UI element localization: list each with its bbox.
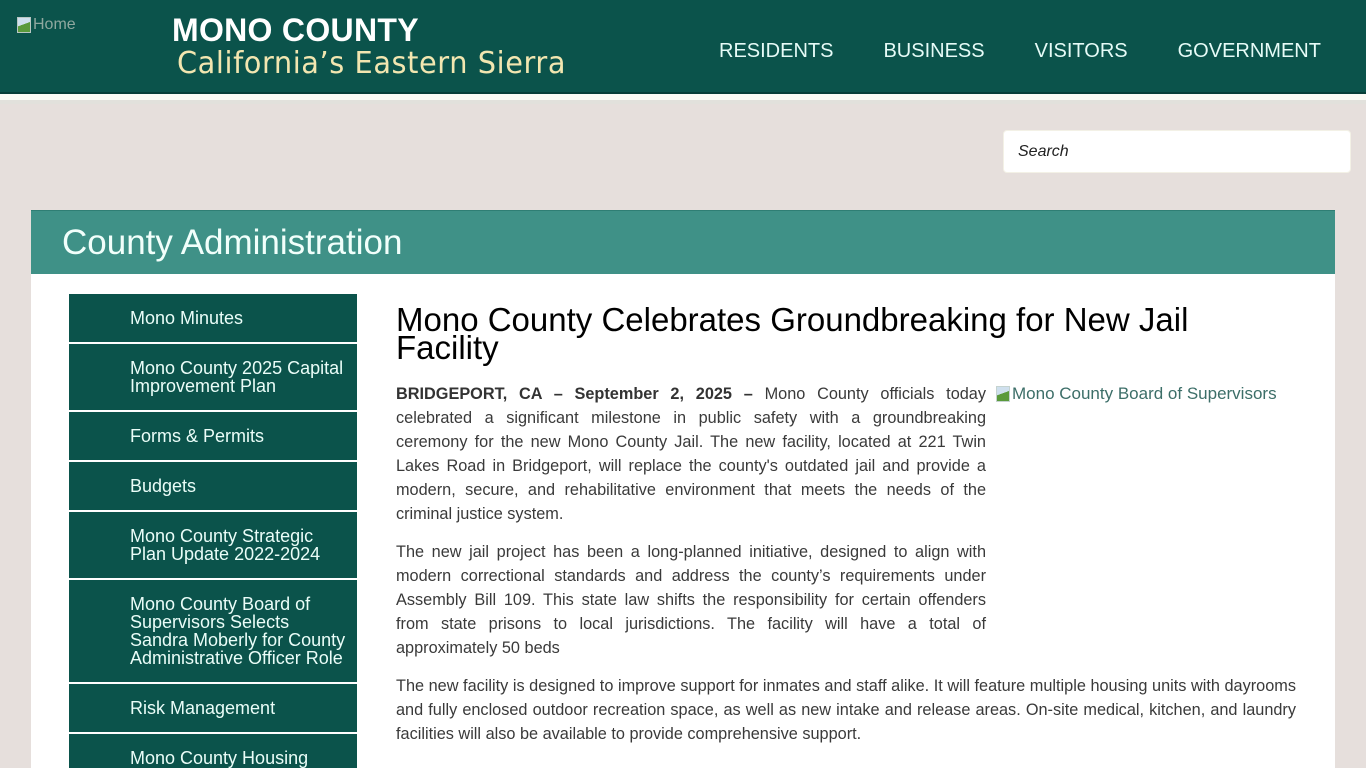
sidebar-item-label: Mono Minutes bbox=[130, 308, 244, 328]
nav-residents[interactable]: RESIDENTS bbox=[719, 40, 834, 62]
search-input[interactable] bbox=[1003, 130, 1351, 173]
home-logo-link[interactable] bbox=[17, 15, 137, 35]
sidebar-item-label: Risk Management bbox=[130, 698, 276, 718]
page-title: County Administration bbox=[62, 223, 403, 262]
sidebar-item-label: Forms & Permits bbox=[130, 426, 265, 446]
sidebar-item-housing[interactable] bbox=[69, 734, 357, 768]
paragraph-text: Mono County officials today celebrated a significant milestone in public safety with a groundbreaking ceremony for the new Mono County Jail. The new facility, located at 221 Twin Lakes Road in Bridgeport, will replace the county's outdated jail and provide a modern, secure, and rehabilitative environment that meets the needs of the criminal justice system. bbox=[396, 385, 986, 523]
sidebar-item-label: Mono County Housing bbox=[130, 748, 309, 768]
nav-business[interactable]: BUSINESS bbox=[883, 40, 985, 62]
header-divider-shadow bbox=[0, 100, 1366, 104]
sidebar-item-label: Mono County Strategic Plan Update 2022-2024 bbox=[130, 526, 321, 564]
site-header bbox=[0, 0, 1366, 94]
main-nav bbox=[719, 40, 1321, 63]
home-alt-text: Home bbox=[33, 16, 76, 33]
article-paragraph-3: The new facility is designed to improve support for inmates and staff alike. It will feature multiple housing units with dayrooms and fully enclosed outdoor recreation space, as well as new intake and release areas. On-site medical, kitchen, and laundry facilities will also be available to provide comprehensive support. bbox=[396, 677, 1296, 743]
nav-visitors[interactable]: VISITORS bbox=[1034, 40, 1128, 62]
site-subtitle: California’s Eastern Sierra bbox=[177, 46, 567, 81]
nav-government[interactable]: GOVERNMENT bbox=[1177, 40, 1321, 62]
image-alt-text: Mono County Board of Supervisors bbox=[1012, 384, 1277, 403]
board-of-supervisors-image bbox=[996, 382, 1296, 406]
sidebar-item-label: Mono County 2025 Capital Improvement Plan bbox=[130, 358, 344, 396]
sidebar-item-strategic-plan[interactable] bbox=[69, 512, 357, 578]
sidebar-nav bbox=[69, 294, 357, 768]
article-dateline: BRIDGEPORT, CA – September 2, 2025 – bbox=[396, 385, 753, 403]
sidebar-item-mono-minutes[interactable] bbox=[69, 294, 357, 342]
sidebar-item-cao-selection[interactable] bbox=[69, 580, 357, 682]
article-paragraph-1 bbox=[396, 382, 986, 526]
sidebar-item-risk-management[interactable] bbox=[69, 684, 357, 732]
news-article bbox=[396, 301, 1296, 760]
sidebar-item-budgets[interactable] bbox=[69, 462, 357, 510]
sidebar-item-label: Budgets bbox=[130, 476, 197, 496]
broken-image-icon bbox=[996, 386, 1010, 402]
site-title[interactable]: MONO COUNTY bbox=[172, 12, 419, 48]
article-title: Mono County Celebrates Groundbreaking for New Jail Facility bbox=[396, 301, 1189, 366]
article-paragraph-2: The new jail project has been a long-planned initiative, designed to align with modern correctional standards and address the county’s requirements under Assembly Bill 109. This state law shifts the responsibility for certain offenders from state prisons to local jurisdictions. The facility will have a total of approximately 50 beds bbox=[396, 543, 986, 657]
sidebar-item-capital-improvement-plan[interactable] bbox=[69, 344, 357, 410]
sidebar-item-label: Mono County Board of Supervisors Selects Sandra Moberly for County Administrative Officer Role bbox=[130, 594, 346, 668]
page-banner bbox=[31, 210, 1335, 274]
sidebar-item-forms-permits[interactable] bbox=[69, 412, 357, 460]
broken-image-icon bbox=[17, 17, 31, 33]
